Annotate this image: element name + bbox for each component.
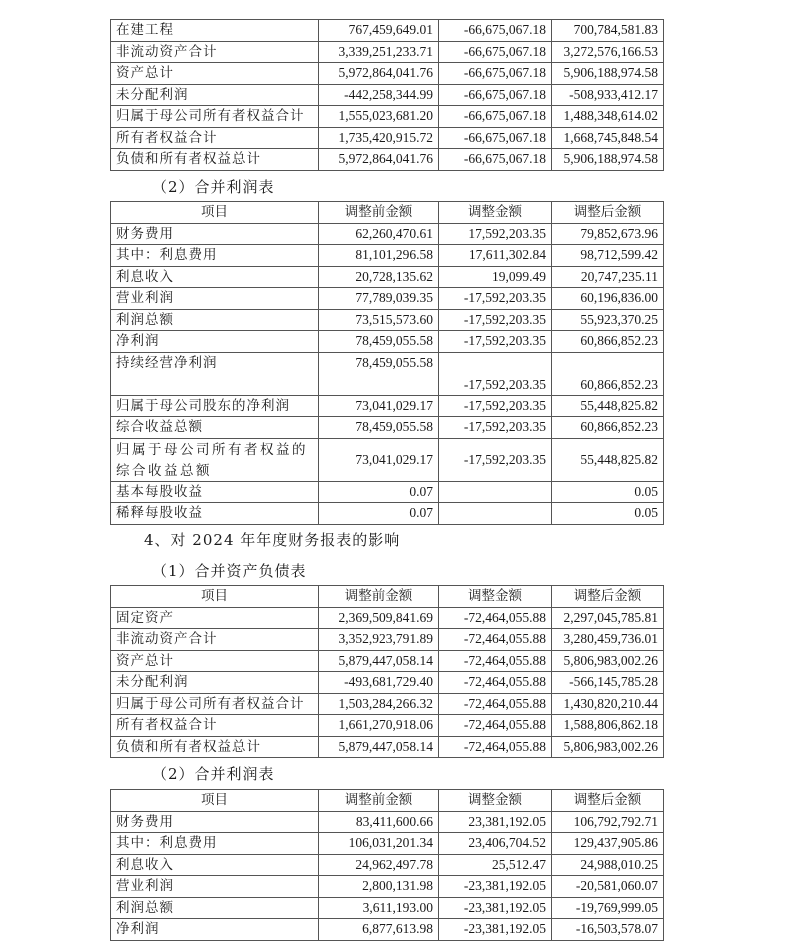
after-amount: -16,503,578.07 [552, 919, 664, 941]
before-amount: 3,611,193.00 [319, 897, 439, 919]
after-amount: 5,906,188,974.58 [552, 63, 664, 85]
after-amount: 1,488,348,614.02 [552, 106, 664, 128]
row-item: 归属于母公司所有者权益合计 [111, 693, 319, 715]
after-amount: 3,280,459,736.01 [552, 629, 664, 651]
header-item: 项目 [111, 202, 319, 224]
table-row [111, 223, 664, 245]
after-amount: 60,196,836.00 [552, 288, 664, 310]
adjust-amount: 23,406,704.52 [439, 833, 552, 855]
section-heading-2024-impact: 4、对 2024 年年度财务报表的影响 [144, 531, 401, 549]
before-amount: 106,031,201.34 [319, 833, 439, 855]
before-amount: 2,369,509,841.69 [319, 607, 439, 629]
adjust-amount: -66,675,067.18 [439, 63, 552, 85]
after-amount: 106,792,792.71 [552, 811, 664, 833]
before-amount: 5,972,864,041.76 [319, 63, 439, 85]
before-amount: 767,459,649.01 [319, 20, 439, 42]
adjust-amount: 23,381,192.05 [439, 811, 552, 833]
after-amount: 60,866,852.23 [552, 417, 664, 439]
table-row [111, 811, 664, 833]
header-before: 调整前金额 [319, 790, 439, 812]
after-amount: 1,588,806,862.18 [552, 715, 664, 737]
adjust-amount: -66,675,067.18 [439, 84, 552, 106]
adjust-amount: -66,675,067.18 [439, 127, 552, 149]
before-amount: 73,041,029.17 [319, 395, 439, 417]
table-row [111, 481, 664, 503]
row-item: 利息收入 [111, 854, 319, 876]
after-amount: 79,852,673.96 [552, 223, 664, 245]
table-row [111, 693, 664, 715]
adjust-amount: 25,512.47 [439, 854, 552, 876]
after-amount: 55,448,825.82 [552, 395, 664, 417]
before-amount: 1,661,270,918.06 [319, 715, 439, 737]
row-item: 固定资产 [111, 607, 319, 629]
table-row [111, 149, 664, 171]
table-row [111, 127, 664, 149]
row-item: 所有者权益合计 [111, 127, 319, 149]
after-amount: 55,923,370.25 [552, 309, 664, 331]
after-amount: 700,784,581.83 [552, 20, 664, 42]
table-row [111, 607, 664, 629]
row-item: 利息收入 [111, 266, 319, 288]
adjust-amount: -23,381,192.05 [439, 897, 552, 919]
after-amount: 55,448,825.82 [552, 438, 664, 481]
table-row [111, 650, 664, 672]
after-amount: 0.05 [552, 503, 664, 525]
row-item: 归属于母公司股东的净利润 [111, 395, 319, 417]
before-amount: 2,800,131.98 [319, 876, 439, 898]
header-adjust: 调整金额 [439, 586, 552, 608]
header-before: 调整前金额 [319, 202, 439, 224]
adjust-amount: -72,464,055.88 [439, 672, 552, 694]
before-amount: 81,101,296.58 [319, 245, 439, 267]
before-amount: 5,972,864,041.76 [319, 149, 439, 171]
header-after: 调整后金额 [552, 586, 664, 608]
header-after: 调整后金额 [552, 202, 664, 224]
adjust-amount: -66,675,067.18 [439, 106, 552, 128]
table-row [111, 41, 664, 63]
adjust-amount: -17,592,203.35 [439, 417, 552, 439]
table-row [111, 417, 664, 439]
after-amount: 1,430,820,210.44 [552, 693, 664, 715]
before-amount: -493,681,729.40 [319, 672, 439, 694]
adjust-amount: -66,675,067.18 [439, 149, 552, 171]
income-statement-2023-table [110, 201, 664, 525]
adjust-amount: -66,675,067.18 [439, 20, 552, 42]
header-item: 项目 [111, 790, 319, 812]
after-amount: 2,297,045,785.81 [552, 607, 664, 629]
before-amount: 83,411,600.66 [319, 811, 439, 833]
section-heading-income-2024: （2）合并利润表 [152, 765, 275, 783]
adjust-amount: -17,592,203.35 [439, 309, 552, 331]
row-item: 未分配利润 [111, 84, 319, 106]
row-item: 营业利润 [111, 288, 319, 310]
row-item: 持续经营净利润 [111, 352, 319, 395]
table-header-row [111, 586, 664, 608]
row-item: 负债和所有者权益总计 [111, 149, 319, 171]
before-amount: 3,339,251,233.71 [319, 41, 439, 63]
before-amount: 1,735,420,915.72 [319, 127, 439, 149]
before-amount: 1,555,023,681.20 [319, 106, 439, 128]
table-row [111, 715, 664, 737]
table-row [111, 897, 664, 919]
section-heading-balance-sheet-2024: （1）合并资产负债表 [152, 562, 307, 580]
row-item: 在建工程 [111, 20, 319, 42]
adjust-amount: 17,611,302.84 [439, 245, 552, 267]
row-item: 净利润 [111, 331, 319, 353]
table-row [111, 629, 664, 651]
adjust-amount: 17,592,203.35 [439, 223, 552, 245]
before-amount: 1,503,284,266.32 [319, 693, 439, 715]
after-amount: 98,712,599.42 [552, 245, 664, 267]
table-row [111, 20, 664, 42]
table-row [111, 919, 664, 941]
header-after: 调整后金额 [552, 790, 664, 812]
adjust-amount: -17,592,203.35 [439, 352, 552, 395]
before-amount: 24,962,497.78 [319, 854, 439, 876]
table-row [111, 63, 664, 85]
before-amount: 5,879,447,058.14 [319, 650, 439, 672]
before-amount: 0.07 [319, 503, 439, 525]
adjust-amount [439, 481, 552, 503]
adjust-amount: -72,464,055.88 [439, 650, 552, 672]
balance-sheet-2024-table [110, 585, 664, 758]
after-amount: 5,806,983,002.26 [552, 736, 664, 758]
row-item: 营业利润 [111, 876, 319, 898]
table-row [111, 876, 664, 898]
table-header-row [111, 202, 664, 224]
after-amount: -20,581,060.07 [552, 876, 664, 898]
row-item: 财务费用 [111, 811, 319, 833]
row-item: 其中：利息费用 [111, 245, 319, 267]
adjust-amount: -72,464,055.88 [439, 629, 552, 651]
table-row [111, 288, 664, 310]
before-amount: 3,352,923,791.89 [319, 629, 439, 651]
row-item: 利润总额 [111, 897, 319, 919]
adjust-amount [439, 503, 552, 525]
row-item: 负债和所有者权益总计 [111, 736, 319, 758]
adjust-amount: -23,381,192.05 [439, 919, 552, 941]
header-adjust: 调整金额 [439, 790, 552, 812]
before-amount: 78,459,055.58 [319, 331, 439, 353]
before-amount: 62,260,470.61 [319, 223, 439, 245]
table-row [111, 266, 664, 288]
row-item: 非流动资产合计 [111, 629, 319, 651]
before-amount: 77,789,039.35 [319, 288, 439, 310]
after-amount: 5,906,188,974.58 [552, 149, 664, 171]
after-amount: 0.05 [552, 481, 664, 503]
adjust-amount: -66,675,067.18 [439, 41, 552, 63]
row-item: 归属于母公司所有者权益合计 [111, 106, 319, 128]
header-before: 调整前金额 [319, 586, 439, 608]
before-amount: -442,258,344.99 [319, 84, 439, 106]
table-row [111, 672, 664, 694]
adjust-amount: -17,592,203.35 [439, 288, 552, 310]
after-amount: 60,866,852.23 [552, 331, 664, 353]
table-row [111, 331, 664, 353]
before-amount: 78,459,055.58 [319, 417, 439, 439]
table-header-row [111, 790, 664, 812]
row-item: 其中：利息费用 [111, 833, 319, 855]
table-row [111, 503, 664, 525]
table-row [111, 854, 664, 876]
row-item: 非流动资产合计 [111, 41, 319, 63]
adjust-amount: -72,464,055.88 [439, 715, 552, 737]
row-item: 未分配利润 [111, 672, 319, 694]
header-adjust: 调整金额 [439, 202, 552, 224]
row-item: 财务费用 [111, 223, 319, 245]
after-amount: 3,272,576,166.53 [552, 41, 664, 63]
after-amount: 1,668,745,848.54 [552, 127, 664, 149]
table-row [111, 84, 664, 106]
row-item: 资产总计 [111, 650, 319, 672]
income-statement-2024-table [110, 789, 664, 941]
adjust-amount: -17,592,203.35 [439, 438, 552, 481]
after-amount: -19,769,999.05 [552, 897, 664, 919]
table-row [111, 309, 664, 331]
before-amount: 0.07 [319, 481, 439, 503]
adjust-amount: -17,592,203.35 [439, 395, 552, 417]
adjust-amount: -17,592,203.35 [439, 331, 552, 353]
header-item: 项目 [111, 586, 319, 608]
adjust-amount: -72,464,055.88 [439, 736, 552, 758]
adjust-amount: -72,464,055.88 [439, 607, 552, 629]
adjust-amount: 19,099.49 [439, 266, 552, 288]
row-item: 所有者权益合计 [111, 715, 319, 737]
before-amount: 78,459,055.58 [319, 352, 439, 395]
table-row [111, 106, 664, 128]
before-amount: 6,877,613.98 [319, 919, 439, 941]
after-amount: -508,933,412.17 [552, 84, 664, 106]
table-row [111, 245, 664, 267]
before-amount: 20,728,135.62 [319, 266, 439, 288]
row-item: 净利润 [111, 919, 319, 941]
section-heading-income-2023: （2）合并利润表 [152, 178, 275, 196]
row-item: 资产总计 [111, 63, 319, 85]
after-amount: 5,806,983,002.26 [552, 650, 664, 672]
balance-sheet-2023-table-continued [110, 19, 664, 171]
adjust-amount: -72,464,055.88 [439, 693, 552, 715]
table-row [111, 438, 664, 481]
row-item: 归属于母公司所有者权益的综合收益总额 [111, 438, 319, 481]
before-amount: 73,515,573.60 [319, 309, 439, 331]
after-amount: -566,145,785.28 [552, 672, 664, 694]
before-amount: 73,041,029.17 [319, 438, 439, 481]
after-amount: 60,866,852.23 [552, 352, 664, 395]
row-item: 基本每股收益 [111, 481, 319, 503]
table-row [111, 736, 664, 758]
table-row [111, 395, 664, 417]
row-item: 利润总额 [111, 309, 319, 331]
row-item: 综合收益总额 [111, 417, 319, 439]
after-amount: 129,437,905.86 [552, 833, 664, 855]
row-item: 稀释每股收益 [111, 503, 319, 525]
adjust-amount: -23,381,192.05 [439, 876, 552, 898]
table-row [111, 352, 664, 395]
after-amount: 20,747,235.11 [552, 266, 664, 288]
before-amount: 5,879,447,058.14 [319, 736, 439, 758]
after-amount: 24,988,010.25 [552, 854, 664, 876]
table-row [111, 833, 664, 855]
